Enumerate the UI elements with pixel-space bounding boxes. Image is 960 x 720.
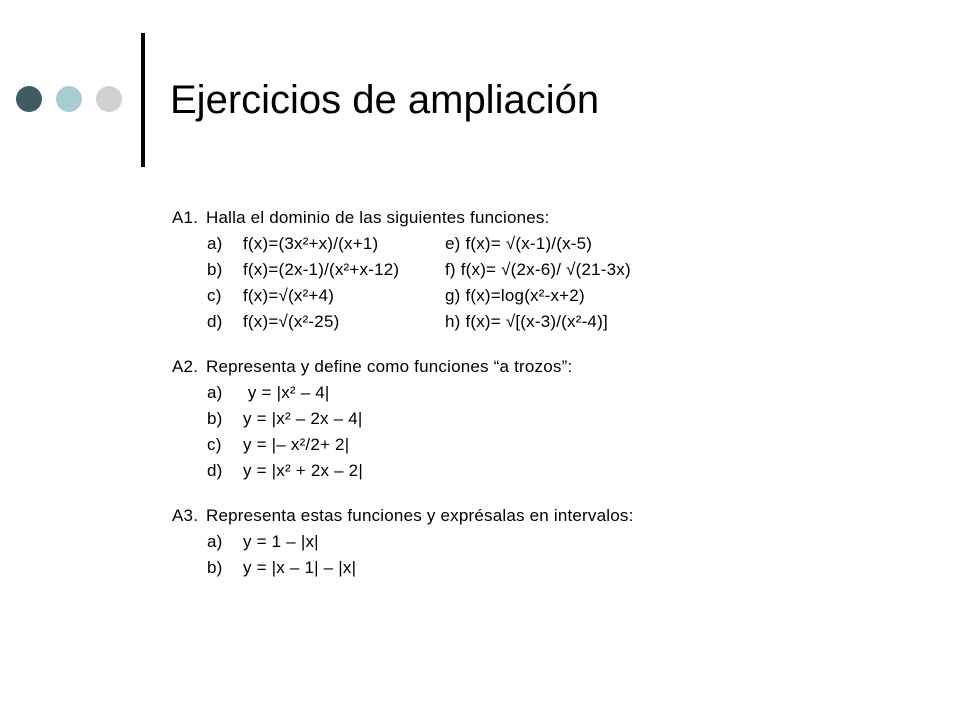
list-item xyxy=(172,283,912,309)
item-label: d) xyxy=(207,312,223,331)
item-function: f(x)=√(x²-25) xyxy=(243,312,340,331)
item-label: a) xyxy=(207,532,223,551)
item-label: b) xyxy=(207,409,223,428)
item-function-right: g) f(x)=log(x²-x+2) xyxy=(445,286,585,305)
section-number: A3. xyxy=(172,506,199,525)
section-header xyxy=(172,205,912,231)
section-heading: Representa estas funciones y exprésalas en intervalos: xyxy=(206,506,634,525)
section-number: A2. xyxy=(172,357,199,376)
slide-title: Ejercicios de ampliación xyxy=(170,78,600,122)
exercise-list xyxy=(172,205,912,600)
item-label: d) xyxy=(207,461,223,480)
exercise-section-a3 xyxy=(172,503,912,581)
section-heading: Representa y define como funciones “a trozos”: xyxy=(206,357,573,376)
item-function-right: f) f(x)= √(2x-6)/ √(21-3x) xyxy=(445,260,631,279)
section-header xyxy=(172,503,912,529)
item-label: c) xyxy=(207,435,222,454)
item-label: a) xyxy=(207,234,223,253)
item-function-right: e) f(x)= √(x-1)/(x-5) xyxy=(445,234,593,253)
item-function: y = |– x²/2+ 2| xyxy=(243,435,350,454)
item-label: b) xyxy=(207,260,223,279)
item-label: c) xyxy=(207,286,222,305)
list-item xyxy=(172,380,912,406)
item-function: f(x)=(3x²+x)/(x+1) xyxy=(243,234,379,253)
item-function: f(x)=√(x²+4) xyxy=(243,286,335,305)
section-heading: Halla el dominio de las siguientes funciones: xyxy=(206,208,550,227)
exercise-section-a2 xyxy=(172,354,912,484)
decorative-dot-dark xyxy=(16,86,42,112)
title-divider-line xyxy=(141,33,145,167)
item-function: y = |x² + 2x – 2| xyxy=(243,461,363,480)
list-item xyxy=(172,432,912,458)
list-item xyxy=(172,309,912,335)
item-label: a) xyxy=(207,383,223,402)
decorative-dot-gray xyxy=(96,86,122,112)
section-number: A1. xyxy=(172,208,199,227)
item-function: y = |x² – 2x – 4| xyxy=(243,409,363,428)
item-function: y = 1 – |x| xyxy=(243,532,319,551)
item-function: f(x)=(2x-1)/(x²+x-12) xyxy=(243,260,400,279)
list-item xyxy=(172,458,912,484)
list-item xyxy=(172,231,912,257)
item-function: y = |x – 1| – |x| xyxy=(243,558,357,577)
list-item xyxy=(172,257,912,283)
list-item xyxy=(172,555,912,581)
decorative-dot-light-teal xyxy=(56,86,82,112)
list-item xyxy=(172,529,912,555)
item-function: y = |x² – 4| xyxy=(243,383,330,402)
list-item xyxy=(172,406,912,432)
section-header xyxy=(172,354,912,380)
item-function-right: h) f(x)= √[(x-3)/(x²-4)] xyxy=(445,312,608,331)
exercise-section-a1 xyxy=(172,205,912,335)
item-label: b) xyxy=(207,558,223,577)
